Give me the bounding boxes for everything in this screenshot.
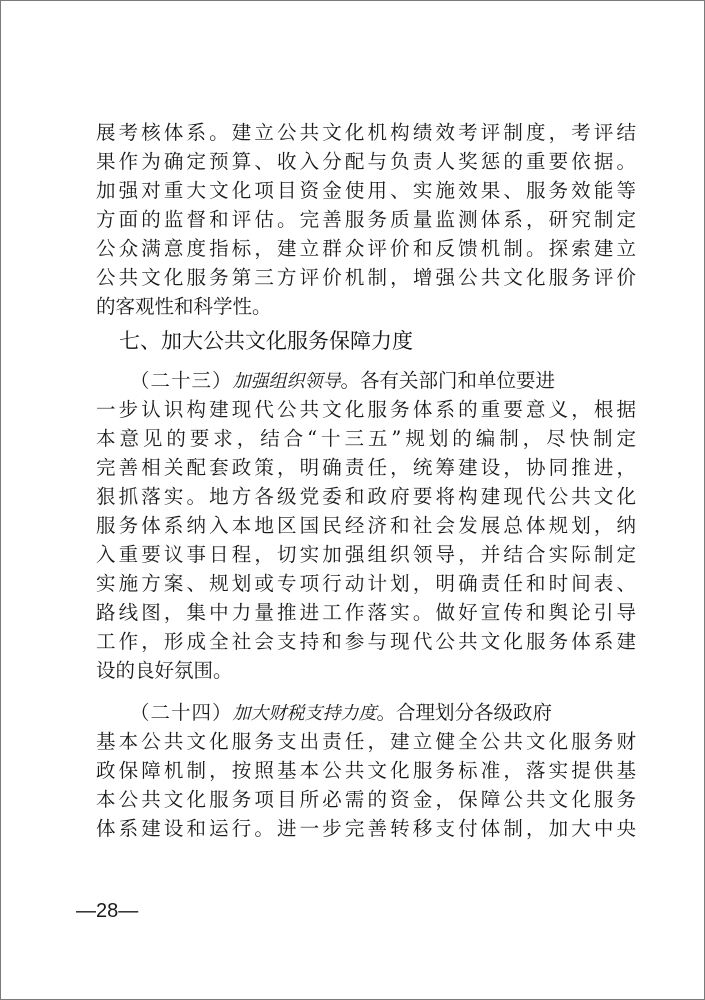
text-line: 展考核体系。建立公共文化机构绩效考评制度，考评结 [96,121,636,144]
text-line: 公共文化服务第三方评价机制，增强公共文化服务评价 [96,266,636,289]
page-number: —28— [76,900,139,922]
text-line: 工作，形成全社会支持和参与现代公共文化服务体系建 [96,630,636,653]
text-line: 的客观性和科学性。 [96,295,272,318]
text-line: 体系建设和运行。进一步完善转移支付体制，加大中央 [96,817,636,840]
paragraph-24-first-line [96,699,636,727]
text-line: 路线图，集中力量推进工作落实。做好宣传和舆论引导 [96,601,636,624]
text-line: 加强对重大文化项目资金使用、实施效果、服务效能等 [96,179,636,202]
text-line: 本公共文化服务项目所必需的资金，保障公共文化服务 [96,788,636,811]
text-line: 果作为确定预算、收入分配与负责人奖惩的重要依据。 [96,150,636,173]
text-line: 入重要议事日程，切实加强组织领导，并结合实际制定 [96,543,636,566]
text-line: 服务体系纳入本地区国民经济和社会发展总体规划，纳 [96,514,636,537]
text-line: 完善相关配套政策，明确责任，统筹建设，协同推进， [96,456,636,479]
item-number: （二十三） [130,369,233,392]
text-line: 公众满意度指标，建立群众评价和反馈机制。探索建立 [96,237,636,260]
item-number: （二十四） [130,701,233,724]
text-fragment: 。各有关部门和单位要进 [340,369,556,392]
paragraph-23-first-line [96,367,636,395]
section-heading: 七、加大公共文化服务保障力度 [119,329,413,353]
item-keyword: 加强组织领导 [232,371,341,392]
text-fragment: 。合理划分各级政府 [376,701,553,724]
text-line: 狠抓落实。地方各级党委和政府要将构建现代公共文化 [96,485,636,508]
text-line: 政保障机制，按照基本公共文化服务标准，落实提供基 [96,759,636,782]
text-line: 实施方案、规划或专项行动计划，明确责任和时间表、 [96,572,636,595]
text-line: 本意见的要求，结合“十三五”规划的编制，尽快制定 [96,427,636,450]
item-keyword: 加大财税支持力度 [232,703,377,724]
text-line: 方面的监督和评估。完善服务质量监测体系，研究制定 [96,208,636,231]
text-line: 基本公共文化服务支出责任，建立健全公共文化服务财 [96,730,636,753]
text-line: 设的良好氛围。 [96,659,233,682]
text-line: 一步认识构建现代公共文化服务体系的重要意义，根据 [96,398,636,421]
